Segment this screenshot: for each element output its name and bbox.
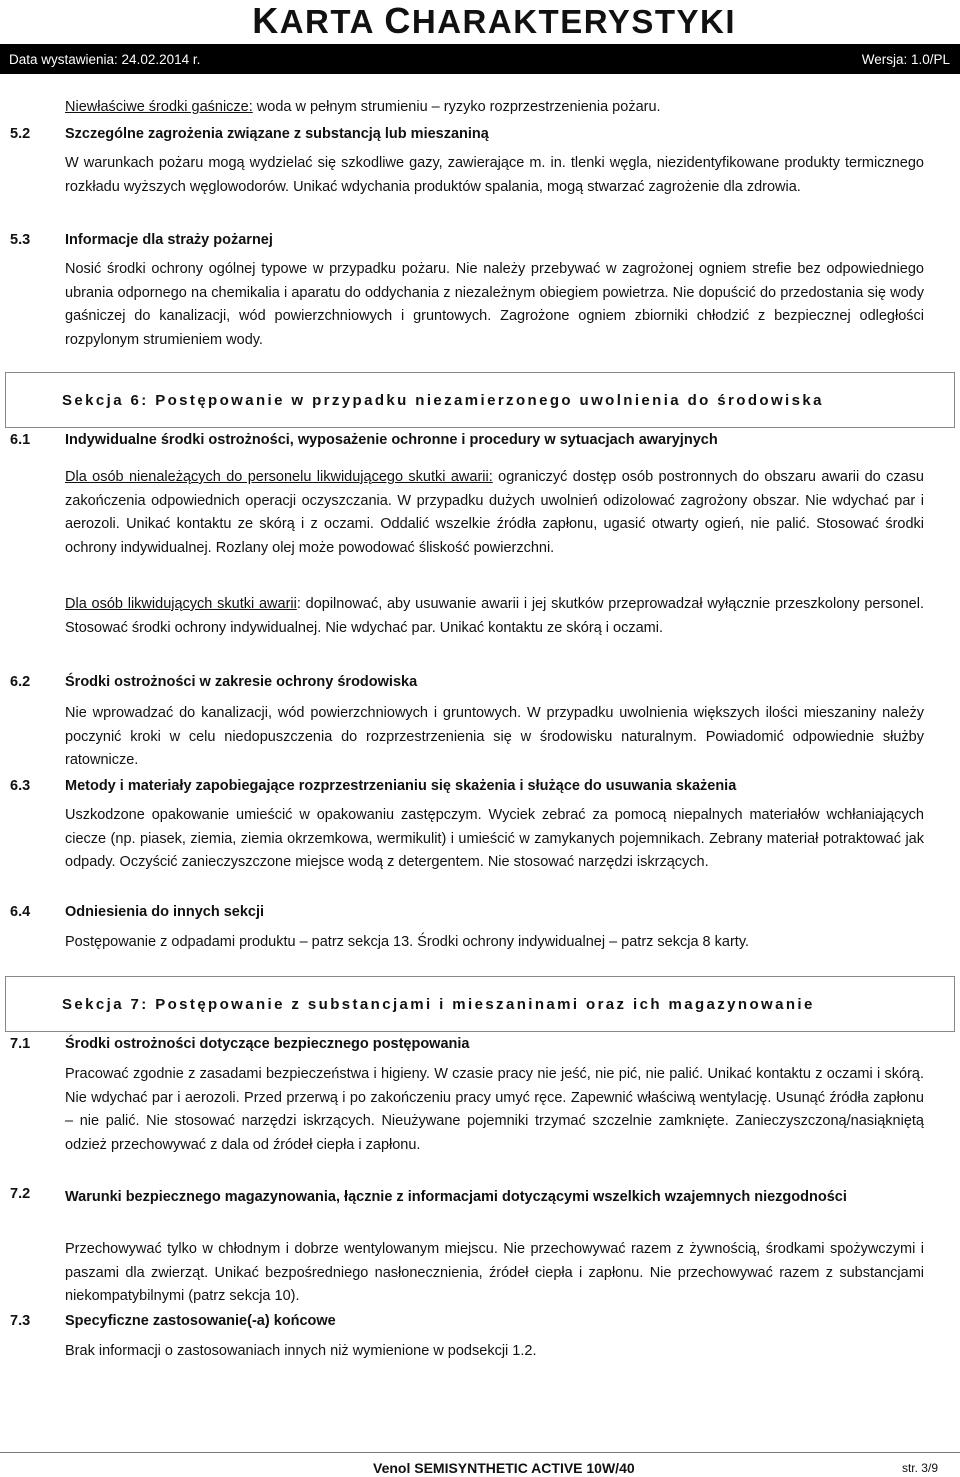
- footer-product-name: Venol SEMISYNTHETIC ACTIVE 10W/40: [373, 1460, 635, 1476]
- subsection-title-6-2: Środki ostrożności w zakresie ochrony środowiska: [65, 674, 418, 690]
- version: Wersja: 1.0/PL: [861, 52, 950, 67]
- section-7-title: Sekcja 7: Postępowanie z substancjami i mieszaninami oraz ich magazynowanie: [62, 996, 815, 1013]
- document-title: KARTA CHARAKTERYSTYKI: [252, 0, 736, 41]
- section-number-7-2: 7.2: [10, 1186, 31, 1202]
- paragraph-5-3: Nosić środki ochrony ogólnej typowe w przypadku pożaru. Nie należy przebywać w zagrożonej ogniem strefie bez odpowiedniego ubrania odpornego na chemikalia i aparatu do oddychania z niezależnym obiegiem powietrza. Nie dopuścić do przedostania się wody gaśniczej do kanalizacji, wód powierzchniowych i gruntowych. Zagrożone ogniem zbiorniki chłodzić z bezpiecznej odległości rozpylonym strumieniem wody.: [65, 261, 924, 348]
- section-number-6-4: 6.4: [10, 904, 31, 920]
- paragraph-6-1-non-personnel: Dla osób nienależących do personelu likwidującego skutki awarii: ograniczyć dostęp osób postronnych do obszaru awarii do czasu zakończenia odpowiednich operacji oczyszczania. W przypadku dużych uwolnień odizolować zagrożony obszar. Nie wdychać par i aerozoli. Unikać kontaktu ze skórą i z oczami. Oddalić wszelkie źródła zapłonu, ugasić otwarty ogień, nie palić. Stosować środki ochrony indywidualnej. Rozlany olej może powodować śliskość powierzchni.: [65, 469, 924, 556]
- section-number-5-3: 5.3: [10, 232, 31, 248]
- section-6-title: Sekcja 6: Postępowanie w przypadku niezamierzonego uwolnienia do środowiska: [62, 392, 824, 409]
- paragraph-6-1-responders: Dla osób likwidujących skutki awarii: dopilnować, aby usuwanie awarii i jej skutków przeprowadzał wyłącznie przeszkolony personel. Stosować środki ochrony indywidualnej. Nie wdychać par. Unikać kontaktu ze skórą i oczami.: [65, 596, 924, 636]
- subsection-title-6-3: Metody i materiały zapobiegające rozprzestrzenianiu się skażenia i służące do usuwania skażenia: [65, 778, 737, 794]
- header-bar: [0, 44, 960, 74]
- section-number-7-1: 7.1: [10, 1036, 31, 1052]
- paragraph-6-3: Uszkodzone opakowanie umieścić w opakowaniu zastępczym. Wyciek zebrać za pomocą niepalnych materiałów wchłaniających ciecze (np. piasek, ziemia, ziemia okrzemkowa, wermikulit) i umieścić w zamykanych pojemnikach. Zebrany materiał potraktować jak odpady. Oczyścić zanieczyszczone miejsce wodą z detergentem. Nie stosować narzędzi iskrzących.: [65, 807, 924, 870]
- paragraph-6-4: Postępowanie z odpadami produktu – patrz sekcja 13. Środki ochrony indywidualnej – patrz sekcja 8 karty.: [65, 934, 750, 950]
- issue-date: Data wystawienia: 24.02.2014 r.: [9, 52, 201, 67]
- section-number-6-3: 6.3: [10, 778, 31, 794]
- section-number-7-3: 7.3: [10, 1313, 31, 1329]
- paragraph-5-2: W warunkach pożaru mogą wydzielać się szkodliwe gazy, zawierające m. in. tlenki węgla, niezidentyfikowane produkty termicznego rozkładu wyższych węglowodorów. Unikać wdychania produktów spalania, mogą stwarzać zagrożenie dla zdrowia.: [65, 155, 924, 195]
- subsection-title-7-2: Warunki bezpiecznego magazynowania, łącznie z informacjami dotyczącymi wszelkich wzajemnych niezgodności: [65, 1189, 847, 1205]
- paragraph-7-3: Brak informacji o zastosowaniach innych niż wymienione w podsekcji 1.2.: [65, 1343, 537, 1359]
- footer-page-number: str. 3/9: [901, 1461, 938, 1475]
- subsection-title-7-3: Specyficzne zastosowanie(-a) końcowe: [65, 1313, 336, 1329]
- section-number-5-2: 5.2: [10, 126, 31, 142]
- unsuitable-extinguishing-media: Niewłaściwe środki gaśnicze: woda w pełnym strumieniu – ryzyko rozprzestrzenienia pożaru.: [65, 99, 661, 115]
- subsection-title-7-1: Środki ostrożności dotyczące bezpiecznego postępowania: [65, 1036, 470, 1052]
- section-number-6-2: 6.2: [10, 674, 31, 690]
- subsection-title-5-3: Informacje dla straży pożarnej: [65, 232, 273, 248]
- section-number-6-1: 6.1: [10, 432, 31, 448]
- subsection-title-5-2: Szczególne zagrożenia związane z substancją lub mieszaniną: [65, 126, 489, 142]
- subsection-title-6-1: Indywidualne środki ostrożności, wyposażenie ochronne i procedury w sytuacjach awaryjnych: [65, 432, 718, 448]
- paragraph-7-1: Pracować zgodnie z zasadami bezpieczeństwa i higieny. W czasie pracy nie jeść, nie pić, nie palić. Unikać kontaktu z oczami i skórą. Nie wdychać par i aerozoli. Przed przerwą i po zakończeniu pracy umyć ręce. Zapewnić właściwą wentylację. Usunąć źródła zapłonu – nie palić. Nie stosować narzędzi iskrzących. Nieużywane pojemniki trzymać szczelnie zamknięte. Zanieczyszczoną/nasiąkniętą odzież przechowywać z dala od źródeł ciepła i zapłonu.: [65, 1066, 924, 1153]
- paragraph-7-2: Przechowywać tylko w chłodnym i dobrze wentylowanym miejscu. Nie przechowywać razem z żywnością, środkami spożywczymi i paszami dla zwierząt. Unikać bezpośredniego nasłonecznienia, źródeł ciepła i zapłonu. Nie przechowywać razem z substancjami niekompatybilnymi (patrz sekcja 10).: [65, 1241, 924, 1304]
- paragraph-6-2: Nie wprowadzać do kanalizacji, wód powierzchniowych i gruntowych. W przypadku uwolnienia większych ilości mieszaniny należy poczynić kroki w celu niedopuszczenia do rozprzestrzenienia się w środowisku naturalnym. Powiadomić odpowiednie służby ratownicze.: [65, 705, 924, 768]
- subsection-title-6-4: Odniesienia do innych sekcji: [65, 904, 265, 920]
- footer-divider: [0, 1452, 960, 1453]
